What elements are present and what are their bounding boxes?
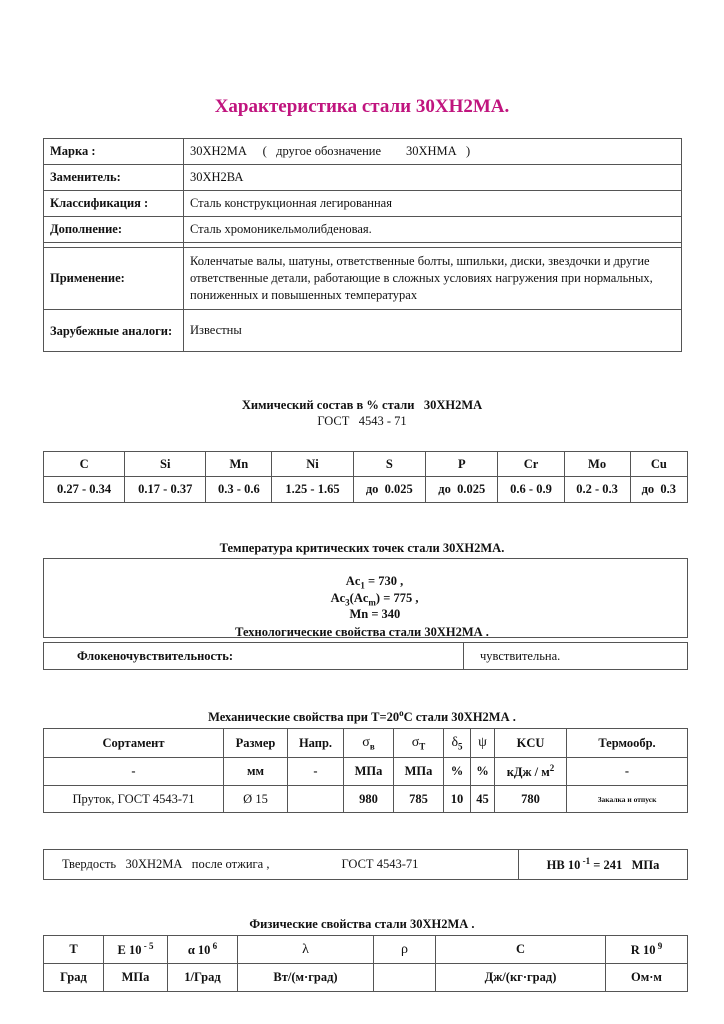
mech-unit-treatment: -: [567, 758, 688, 786]
sigma-symbol: σ: [411, 734, 420, 750]
tech-title: Технологические свойства стали 30ХН2МА .: [235, 625, 489, 639]
alpha-sup: 6: [210, 940, 218, 951]
table-row: [44, 729, 688, 758]
mech-value-direction: [288, 786, 344, 813]
tech-table: [43, 642, 688, 670]
kcu-unit: кДж / м: [506, 765, 550, 780]
mech-value-sigma-b: 980: [344, 786, 394, 813]
mech-unit-kcu: [495, 758, 567, 786]
mech-value-size: Ø 15: [224, 786, 288, 813]
hardness-text: Твердость 30ХН2МА после отжига ,: [62, 857, 270, 871]
hardness-standard: ГОСТ 4543-71: [341, 857, 419, 871]
phys-unit-lambda: Вт/(м·град): [238, 964, 374, 992]
mech-header-psi: ψ: [471, 729, 495, 758]
chem-header-p: P: [426, 452, 498, 477]
chem-title: Химический состав в % стали 30ХН2МА: [241, 398, 483, 412]
kcu-unit-sup: 2: [549, 762, 555, 773]
mech-header-sigma-t: [394, 729, 444, 758]
ac1-label: Ac: [345, 574, 361, 588]
foreign-analogs-label: Зарубежные аналоги:: [44, 310, 184, 352]
table-row: [44, 643, 688, 670]
chem-header-ni: Ni: [272, 452, 353, 477]
substitute-value: 30ХН2ВА: [184, 165, 682, 191]
mech-unit-sortament: -: [44, 758, 224, 786]
ac1-value: = 730 ,: [364, 574, 404, 588]
foreign-analogs-value: Известны: [184, 310, 682, 352]
phys-unit-c: Дж/(кг·град): [436, 964, 606, 992]
classification-label: Классификация :: [44, 191, 184, 217]
general-table: [43, 138, 682, 352]
addition-label: Дополнение:: [44, 217, 184, 243]
acm-sub: m: [368, 597, 376, 607]
mech-unit-sigma-b: МПа: [344, 758, 394, 786]
mn-value: Mn = 340: [349, 607, 401, 621]
phys-title: Физические свойства стали 30ХН2МА .: [249, 917, 475, 931]
mech-title-post: С стали 30ХН2МА .: [403, 710, 516, 725]
e-label: E 10: [117, 943, 142, 958]
phys-header-e: [104, 936, 168, 964]
flocken-value: чувствительна.: [464, 643, 688, 670]
phys-header-t: T: [44, 936, 104, 964]
addition-value: Сталь хромоникельмолибденовая.: [184, 217, 682, 243]
ac3-mid: (Ac: [349, 590, 369, 605]
brand-value: 30ХН2МА ( другое обозначение 30ХНМА ): [184, 139, 682, 165]
chem-value-c: 0.27 - 0.34: [44, 477, 125, 503]
e-sup: - 5: [141, 940, 154, 951]
mech-title-pre: Механические свойства при Т=20: [208, 710, 400, 725]
chem-value-cr: 0.6 - 0.9: [498, 477, 564, 503]
table-row: [44, 191, 682, 217]
mech-value-psi: 45: [471, 786, 495, 813]
phys-header-r: [606, 936, 688, 964]
mech-table: [43, 728, 688, 813]
hardness-left: [44, 850, 519, 880]
chem-header-s: S: [353, 452, 425, 477]
r-label: R 10: [630, 943, 656, 958]
delta-symbol: δ: [451, 734, 459, 750]
phys-unit-rho: [374, 964, 436, 992]
classification-value: Сталь конструкционная легированная: [184, 191, 682, 217]
mech-title-sup: o: [399, 708, 404, 718]
phys-header-alpha: [168, 936, 238, 964]
table-row: [44, 139, 682, 165]
ac1-sub: 1: [360, 580, 365, 591]
phys-table: [43, 935, 688, 992]
mech-value-sortament: Пруток, ГОСТ 4543-71: [44, 786, 224, 813]
mech-header-size: Размер: [224, 729, 288, 758]
mech-header-direction: Напр.: [288, 729, 344, 758]
hardness-table: [43, 849, 688, 880]
mech-unit-sigma-t: МПа: [394, 758, 444, 786]
chem-standard: ГОСТ 4543 - 71: [317, 414, 407, 428]
mech-value-sigma-t: 785: [394, 786, 444, 813]
brand-label: Марка :: [44, 139, 184, 165]
mech-unit-direction: -: [288, 758, 344, 786]
substitute-label: Заменитель:: [44, 165, 184, 191]
phys-unit-e: МПа: [104, 964, 168, 992]
chem-header-mn: Mn: [206, 452, 272, 477]
table-row: [44, 477, 688, 503]
hb-sup: -1: [580, 855, 591, 866]
ac3-label: Ac: [330, 590, 346, 605]
mech-title: [0, 708, 724, 725]
crit-title: Температура критических точек стали 30ХН2МА.: [219, 541, 505, 555]
chem-value-mn: 0.3 - 0.6: [206, 477, 272, 503]
chem-header-cr: Cr: [498, 452, 564, 477]
mech-header-delta: [444, 729, 471, 758]
sigma-symbol: σ: [362, 734, 370, 750]
chem-header-c: C: [44, 452, 125, 477]
mech-unit-delta: %: [444, 758, 471, 786]
mech-header-kcu: KCU: [495, 729, 567, 758]
sigma-b-sub: в: [369, 741, 375, 752]
mech-value-treatment: Закалка и отпуск: [567, 786, 688, 813]
mech-header-treatment: Термообр.: [567, 729, 688, 758]
mech-unit-psi: %: [471, 758, 495, 786]
mech-value-kcu: 780: [495, 786, 567, 813]
table-row: [44, 936, 688, 964]
phys-unit-t: Град: [44, 964, 104, 992]
table-row: [44, 850, 688, 880]
ac3-value: ) = 775 ,: [375, 590, 419, 605]
chem-header-si: Si: [125, 452, 206, 477]
chem-value-si: 0.17 - 0.37: [125, 477, 206, 503]
sigma-t-sub: T: [419, 741, 426, 752]
delta-sub: 5: [458, 741, 463, 752]
chem-value-s: до 0.025: [353, 477, 425, 503]
page-title: Характеристика стали 30ХН2МА.: [214, 96, 510, 117]
phys-unit-alpha: 1/Град: [168, 964, 238, 992]
hb-pre: HB 10: [546, 858, 581, 873]
mech-unit-size: мм: [224, 758, 288, 786]
table-row: [44, 217, 682, 243]
chem-value-mo: 0.2 - 0.3: [564, 477, 630, 503]
phys-header-c: C: [436, 936, 606, 964]
chem-header-mo: Mo: [564, 452, 630, 477]
chem-header-cu: Cu: [630, 452, 687, 477]
phys-header-lambda: λ: [238, 936, 374, 964]
mech-header-sortament: Сортамент: [44, 729, 224, 758]
table-row: [44, 758, 688, 786]
chem-value-cu: до 0.3: [630, 477, 687, 503]
phys-header-rho: ρ: [374, 936, 436, 964]
ac3-sub: 3: [345, 597, 350, 607]
flocken-label: Флокеночувствительность:: [44, 643, 464, 670]
table-row: [44, 452, 688, 477]
r-sup: 9: [655, 940, 663, 951]
phys-unit-r: Ом·м: [606, 964, 688, 992]
table-row: [44, 248, 682, 310]
table-row: [44, 165, 682, 191]
mech-header-sigma-b: [344, 729, 394, 758]
application-label: Применение:: [44, 248, 184, 310]
mech-value-delta: 10: [444, 786, 471, 813]
chem-value-p: до 0.025: [426, 477, 498, 503]
hardness-value: [519, 850, 688, 880]
alpha-label: α 10: [187, 943, 211, 958]
hb-post: = 241 МПа: [590, 858, 660, 873]
table-row: [44, 310, 682, 352]
chem-table: [43, 451, 688, 503]
chem-value-ni: 1.25 - 1.65: [272, 477, 353, 503]
application-value: Коленчатые валы, шатуны, ответственные болты, шпильки, диски, звездочки и другие ответственные детали, работающие в сложных условиях нагружения при нормальных, пониженных и повышенных температурах: [184, 248, 682, 310]
table-row: [44, 786, 688, 813]
table-row: [44, 964, 688, 992]
